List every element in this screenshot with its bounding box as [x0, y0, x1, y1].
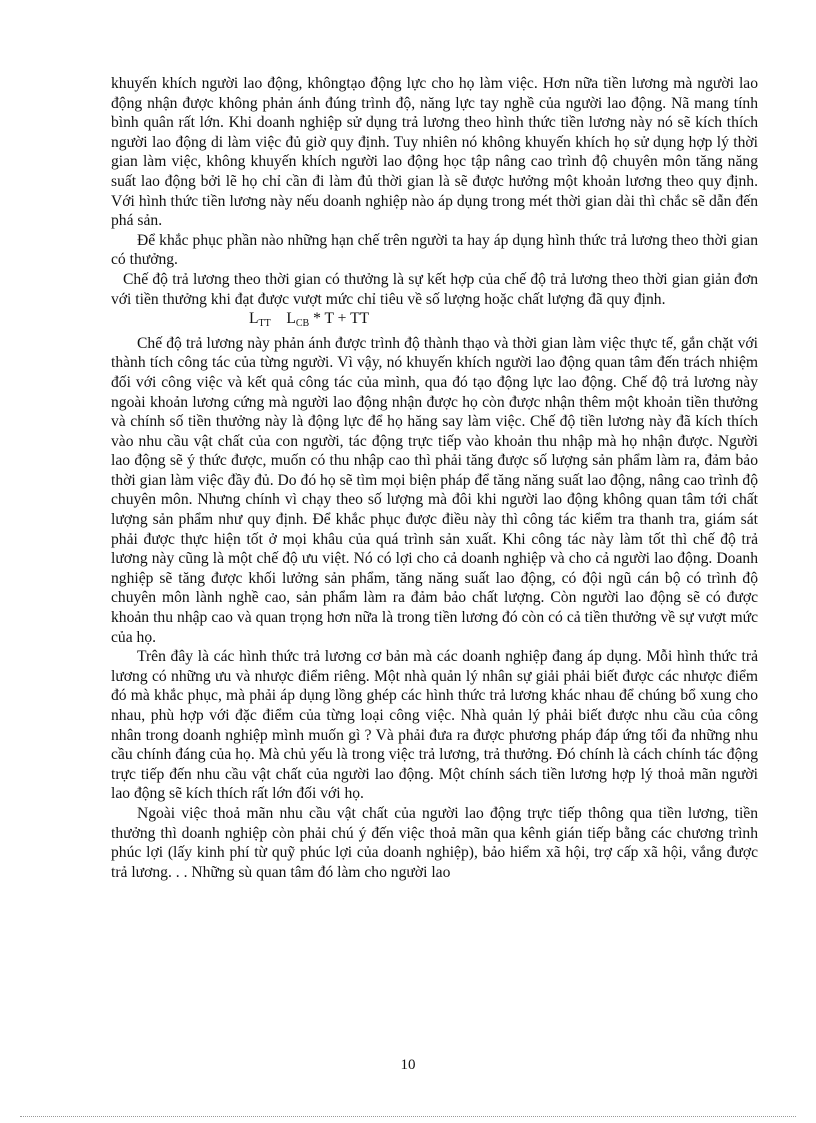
- paragraph-6: Ngoài việc thoả mãn nhu cầu vật chất của người lao động trực tiếp thông qua tiền lương, tiền thưởng thì doanh nghiệp còn phải chú ý đến việc thoả mãn qua kênh gián tiếp bằng các chương trình phúc lợi (lấy kinh phí từ quỹ phúc lợi của doanh nghiệp), bảo hiểm xã hội, trợ cấp xã hội, vắng được trả lương. . . Những sù quan tâm đó làm cho người lao: [111, 804, 758, 881]
- page-bottom-border: [20, 1116, 796, 1117]
- formula-rhs-subscript: CB: [295, 318, 310, 330]
- paragraph-4: Chế độ trả lương này phản ánh được trình độ thành thạo và thời gian làm việc thực tế, gắn chặt với thành tích công tác của từng người. Vì vậy, nó khuyến khích người lao động quan tâm đến trách nhiệm đối với công việc và kết quả công tác của mình, qua đó tạo động lực lao động. Chế độ trả lương này ngoài khoản lương cứng mà người lao động nhận được họ còn được nhận thêm một khoản tiền thưởng và chính số tiền thưởng này là động lực để họ hăng say làm việc. Chế độ tiền lương này đã kích thích vào nhu cầu vật chất của con người, tác động trực tiếp vào khoản thu nhập mà họ nhận được. Người lao động sẽ ý thức được, muốn có thu nhập cao thì phải tăng được số lượng sản phẩm làm ra, đảm bảo thời gian làm việc đầy đủ. Do đó họ sẽ tìm mọi biện pháp để tăng năng suất lao động, nâng cao trình độ chuyên môn. Nhưng chính vì chạy theo số lượng mà đôi khi người lao động không quan tâm tới chất lượng sản phẩm như quy định. Để khắc phục được điều này thì công tác kiểm tra thanh tra, giám sát phải được thực hiện tốt ở mọi khâu của quá trình sản xuất. Khi công tác này làm tốt thì chế độ trả lương này cũng là một chế độ ưu việt. Nó có lợi cho cả doanh nghiệp và cho cả người lao động. Doanh nghiệp sẽ tăng được khối lưởng sản phẩm, tăng năng suất lao động, có đội ngũ cán bộ có trình độ chuyên môn lành nghề cao, sản phẩm làm ra đảm bảo chất lượng. Còn người lao động sẽ có được khoản thu nhập cao và quan trọng hơn nữa là trong tiền lương đó còn có cả tiền thưởng về sự vượt mức của họ.: [111, 334, 758, 646]
- formula-tail: * T + TT: [309, 310, 370, 328]
- paragraph-2: Để khắc phục phần nào những hạn chế trên người ta hay áp dụng hình thức trả lương theo thời gian có thưởng.: [111, 231, 758, 269]
- paragraph-1: khuyến khích người lao động, khôngtạo động lực cho họ làm việc. Hơn nữa tiền lương mà người lao động nhận được không phản ánh đúng trình độ, năng lực tay nghề của người lao động. Nã mang tính bình quân rất lớn. Khi doanh nghiệp sử dụng trả lương theo hình thức tiền lương này nó sẽ kích thích người lao động di làm việc đủ giờ quy định. Tuy nhiên nó không khuyến khích họ sử dụng hợp lý thời gian làm việc, không khuyến khích người lao động học tập nâng cao trình độ chuyên môn tăng năng suất lao động bởi lẽ họ chỉ cần đi làm đủ thời gian là sẽ được hưởng một khoản lương theo quy định. Với hình thức tiền lương này nếu doanh nghiệp nào áp dụng trong mét thời gian dài thì chắc sẽ dẫn đến phá sản.: [111, 75, 758, 230]
- page-number: 10: [400, 1057, 416, 1073]
- wage-formula: [111, 309, 758, 334]
- paragraph-5: Trên đây là các hình thức trả lương cơ bản mà các doanh nghiệp đang áp dụng. Mỗi hình thức trả lương có những ưu và nhược điểm riêng. Một nhà quản lý nhân sự giải phải biết được các nhược điểm đó mà khắc phục, mà phải áp dụng lồng ghép các hình thức trả lương khác nhau để chúng bổ xung cho nhau, phù hợp với đặc điểm của từng loại công việc. Nhà quản lý phải biết được nhu cầu của công nhân trong doanh nghiệp mình muốn gì ? Và phải đưa ra được phương pháp đáp ứng tối đa những nhu cầu chính đáng của họ. Mà chủ yếu là trong việc trả lương, trả thưởng. Đó chính là cách chính tác động trực tiếp đến nhu cầu vật chất của người lao động. Một chính sách tiền lương hợp lý thoả mãn người lao động sẽ kích thích rất lớn đối với họ.: [111, 648, 758, 803]
- formula-lhs: L: [249, 310, 259, 328]
- document-page: [111, 74, 758, 882]
- formula-rhs: L: [286, 310, 296, 328]
- formula-lhs-subscript: TT: [258, 318, 271, 330]
- paragraph-3: Chế độ trả lương theo thời gian có thưởng là sự kết hợp của chế độ trả lương theo thời gian giản đơn với tiền thưởng khi đạt được vượt mức chỉ tiêu về số lượng hoặc chất lượng đã quy định.: [111, 270, 758, 308]
